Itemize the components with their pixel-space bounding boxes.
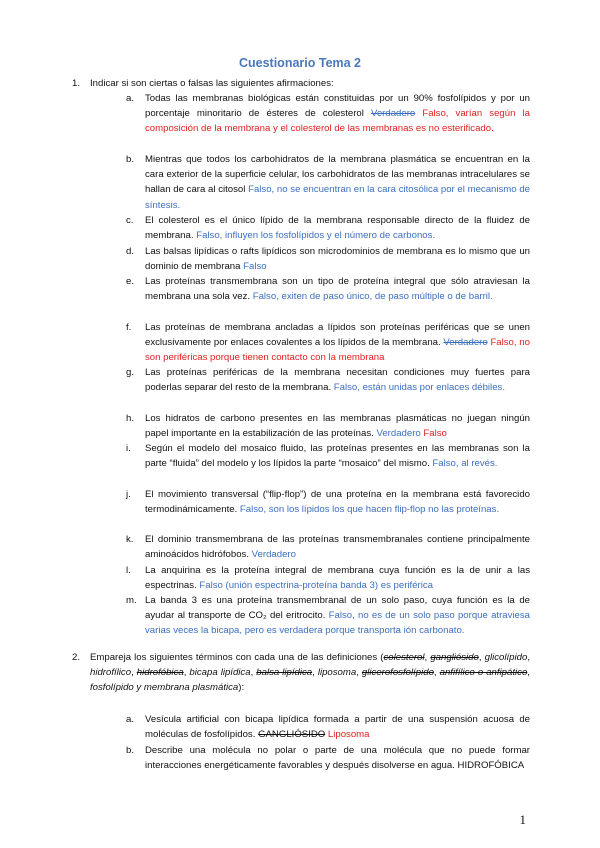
question-number: 1.: [72, 78, 81, 89]
struck-answer: Verdadero: [370, 108, 416, 120]
term: fosfolípido: [90, 682, 134, 694]
answer: Falso, no es de un solo paso porque atraviesa varias veces la bicapa, pero es verdadera porque transporta ión carbonato.: [145, 610, 530, 637]
term: hidrofílico: [90, 667, 132, 679]
term: liposoma: [317, 667, 357, 679]
answer: Falso, son los lípidos los que hacen flip-flop no las proteínas.: [239, 503, 500, 515]
term: glicerofosfolípido: [361, 667, 434, 679]
list-item: k. El dominio transmembrana de las proteínas transmembranales contiene principalmente aminoácidos hidrófobos. Verdadero: [126, 534, 530, 561]
answer: Falso, influyen los fosfolípidos y el número de carbonos.: [196, 230, 436, 242]
list-item: h. Los hidratos de carbono presentes en las membranas plasmáticas no juegan ningún papel importante en la estabilización de las proteínas. Verdadero Falso: [126, 412, 530, 439]
list-item: e. Las proteínas transmembrana son un tipo de proteína integral que sólo atraviesan la membrana una sola vez. Falso, exiten de paso único, de paso múltiple o de barril.: [126, 276, 530, 303]
term: gangliósido: [430, 652, 479, 663]
answer: Falso, al revés.: [432, 458, 498, 470]
answer: Falso, varían según la composición de la membrana y el colesterol de las membranas es no esterificado.: [145, 108, 530, 135]
answer: Falso, no se encuentran en la cara citosólica por el mecanismo de síntesis.: [145, 184, 530, 211]
question-1: [72, 76, 530, 91]
term: bicapa lipídica: [189, 667, 251, 679]
struck-answer: Verdadero: [376, 427, 421, 439]
term: anfifílico o anfipático: [439, 667, 528, 679]
list-item: d. Las balsas lipídicas o rafts lipídicos son microdominios de membrana es lo mismo que un dominio de membrana Falso: [126, 245, 530, 272]
term: hidrofóbica: [136, 667, 184, 679]
question-2: 2. Empareja los siguientes términos con cada una de las definiciones (colesterol, gangliósido, glicolípido, hidrofílico, hidrofóbica, bicapa lipídica, balsa lipídica, liposoma, glicerofosfolípido, anfifílico o anfipático, fosfolípido y membrana plasmática):: [72, 652, 530, 694]
list-item: i. Según el modelo del mosaico fluido, las proteínas presentes en las membranas son la parte “fluida” del modelo y los lípidos la parte “mosaico” del mismo. Falso, al revés.: [126, 443, 530, 470]
struck-answer: Verdadero: [443, 336, 488, 348]
answer: Falso, exiten de paso único, de paso múltiple o de barril.: [252, 291, 493, 303]
term-list: colesterol, gangliósido, glicolípido, hidrofílico, hidrofóbica, bicapa lipídica, balsa lipídica, liposoma, glicerofosfolípido, anfifílico o anfipático, fosfolípido y membrana plasmática: [90, 652, 530, 694]
list-item: m. La banda 3 es una proteína transmembranal de un solo paso, cuya función es la de ayudar al transporte de CO₂ del eritrocito. Falso, no es de un solo paso porque atraviesa varias veces la bicapa, pero es verdadera porque transporta ión carbonato.: [126, 595, 530, 637]
list-item: l. La anquirina es la proteína integral de membrana cuya función es la de unir a las espectrinas. Falso (unión espectrina-proteína banda 3) es periférica: [126, 564, 530, 591]
answer: Falso: [423, 427, 447, 439]
question-text: Indicar si son ciertas o falsas las siguientes afirmaciones:: [90, 78, 334, 89]
struck-answer: GANGLIÓSIDO: [258, 729, 326, 741]
question-2-items: [126, 712, 530, 789]
list-item: a. Vesícula artificial con bicapa lipídica formada a partir de una suspensión acuosa de moléculas de fosfolípidos. GANGLIÓSIDO Liposoma: [126, 714, 530, 741]
list-item: g. Las proteínas periféricas de la membrana necesitan condiciones muy fuertes para poderlas separar del resto de la membrana. Falso, están unidas por enlaces débiles.: [126, 367, 530, 394]
answer: Liposoma: [327, 729, 370, 741]
term: y membrana plasmática: [136, 682, 239, 694]
list-item: b. Mientras que todos los carbohidratos de la membrana plasmática se encuentran en la cara exterior de la superficie celular, los carbohidratos de las membranas intracelulares se hallan de cara al citosol Falso, no se encuentran en la cara citosólica por el mecanismo de síntesis.: [126, 154, 530, 211]
answer: Falso (unión espectrina-proteína banda 3) es periférica: [199, 579, 433, 591]
term: colesterol: [383, 652, 425, 663]
question-number: 2.: [72, 652, 81, 663]
list-item: f. Las proteínas de membrana ancladas a lípidos son proteínas periféricas que se unen exclusivamente por enlaces covalentes a los lípidos de la membrana. Verdadero Falso, no son periféricas porque tienen contacto con la membrana: [126, 321, 530, 363]
answer: Falso: [243, 260, 267, 272]
answer: Verdadero: [251, 549, 296, 561]
list-item: b. Describe una molécula no polar o parte de una molécula que no puede formar interacciones energéticamente favorables y después disolverse en agua. HIDROFÓBICA: [126, 744, 530, 771]
list-item: j. El movimiento transversal (“flip-flop”) de una proteína en la membrana está favorecido termodinámicamente. Falso, son los lípidos los que hacen flip-flop no las proteínas.: [126, 488, 530, 515]
term: balsa lipídica: [256, 667, 313, 679]
term: glicolípido: [484, 652, 528, 663]
page-title: Cuestionario Tema 2: [238, 56, 362, 70]
question-1-items: [126, 91, 530, 654]
list-item: a. Todas las membranas biológicas están constituidas por un 90% fosfolípidos y por un porcentaje minoritario de ésteres de colesterol Verdadero Falso, varían según la composición de la membrana y el colesterol de las membranas es no esterificado.: [126, 93, 530, 135]
list-item: c. El colesterol es el único lípido de la membrana responsable directo de la fluidez de membrana. Falso, influyen los fosfolípidos y el número de carbonos.: [126, 215, 530, 242]
answer: Falso, están unidas por enlaces débiles.: [333, 382, 505, 394]
page-number: 1: [519, 812, 526, 827]
answer: Falso, no son periféricas porque tienen contacto con la membrana: [145, 336, 530, 363]
answer: HIDROFÓBICA: [457, 759, 525, 771]
